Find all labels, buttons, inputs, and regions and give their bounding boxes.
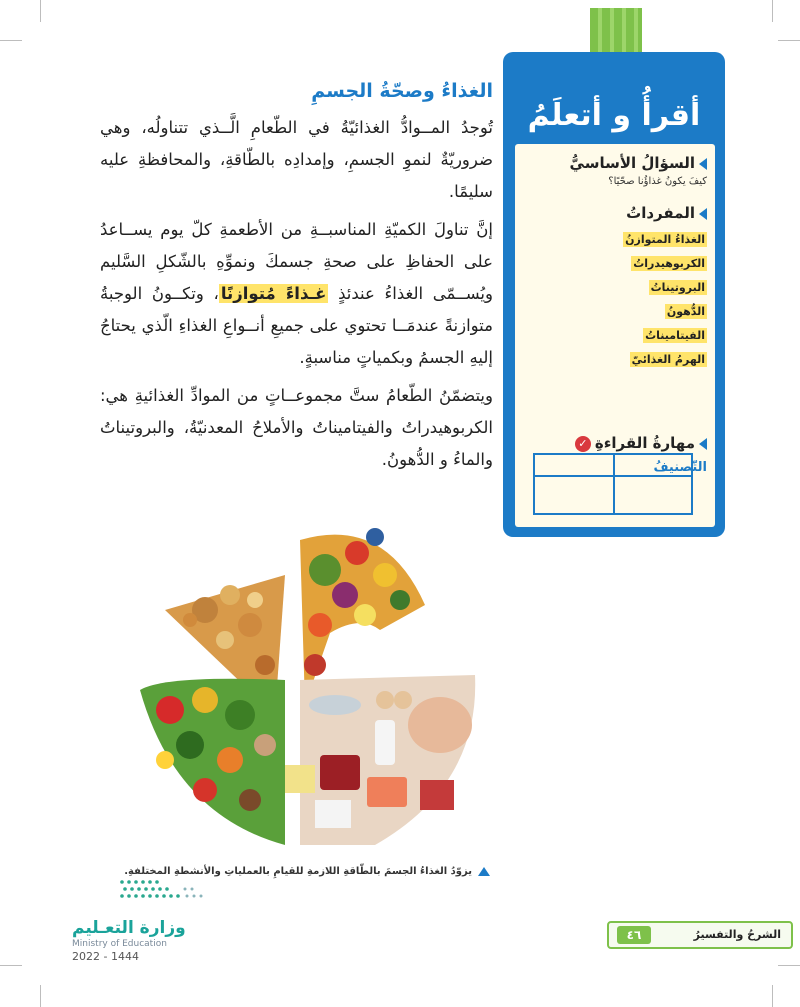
paragraph: تُوجدُ المــوادُّ الغذائيّةُ في الطّعامِ الَّــذي تتناولُه، وهي ضروريّةٌ لنموِ الجسمِ، وإمدادِه بالطّاقةِ، والمحافظةِ عليه سليمًا. (100, 118, 493, 201)
crop-mark (40, 985, 41, 1007)
vocabulary-title: المفرداتُ (626, 204, 695, 222)
essential-question-title: السؤالُ الأساسيُّ (569, 154, 695, 172)
reading-skill-name: التّصنيفُ (653, 460, 707, 475)
triangle-bullet-icon (699, 208, 707, 220)
paragraph: إنَّ تناولَ الكميّةِ المناسبــةِ من الأطعمةِ كلّ يوم يســاعدُ على الحفاظِ على صحةِ جسمكَ ونموِّهِ بالشّكلِ السَّليم ويُســمّى الغذاءُ عندئذٍ غـذاءً مُتوازنًا، وتكــونُ الوجبةُ متوازنةً عندمَــا تحتوي على جميعِ أنــواعِ الغذاءِ الّذي يحتاجُ إليهِ الجسمُ وبكمياتٍ مناسبةٍ. (100, 220, 493, 367)
panel-title: أقرأُ و أتعلَمُ (527, 98, 701, 133)
ministry-logo (72, 918, 192, 963)
caption-triangle-icon (478, 867, 490, 876)
decorative-dots (117, 878, 207, 902)
crop-mark (772, 0, 773, 22)
ministry-name-arabic: وزارة التعـليم (72, 918, 186, 938)
crop-mark (772, 985, 773, 1007)
vocabulary-item: الكربوهيدراتُ (633, 257, 705, 270)
essential-question-text: كيفَ يكونُ غذاؤُنا صحّيًا؟ (608, 176, 707, 187)
vocabulary-section (523, 204, 707, 372)
vocabulary-item: الدُّهونُ (666, 305, 705, 318)
classification-table (533, 453, 693, 515)
section-label: الشرحُ والتفسيرُ (693, 928, 781, 941)
food-groups-illustration (135, 515, 480, 855)
read-and-learn-panel (503, 52, 725, 537)
crop-mark (40, 0, 41, 22)
article (100, 80, 493, 482)
essential-question-section (523, 154, 707, 187)
vocabulary-list (523, 228, 707, 367)
reading-skill-title: مهارةُ القراءةِ (594, 434, 695, 452)
page-number: ٤٦ (617, 926, 651, 944)
check-icon: ✓ (575, 436, 591, 452)
lesson-heading: الغذاءُ وصحّةُ الجسمِ (311, 80, 493, 102)
crop-mark (0, 40, 22, 41)
crop-mark (0, 965, 22, 966)
crop-mark (778, 40, 800, 41)
vocabulary-item: الهرمُ الغذائيّ (631, 353, 705, 366)
vocabulary-item: الغذاءُ المتوازنُ (625, 233, 705, 246)
edition-year: 2022 - 1444 (72, 950, 139, 963)
section-footer (607, 921, 793, 949)
triangle-bullet-icon (699, 158, 707, 170)
triangle-bullet-icon (699, 438, 707, 450)
figure-caption: يزوّدُ الغذاءُ الجسمَ بالطّاقةِ اللازمةِ للقيامِ بالعملياتِ والأنشطةِ المختلفةِ. (110, 866, 490, 877)
highlighted-term: غـذاءً مُتوازنًا (220, 284, 327, 303)
vocabulary-item: البروتيناتُ (650, 281, 705, 294)
paragraph: ويتضمّنُ الطّعامُ ستَّ مجموعــاتٍ من الموادِّ الغذائيةِ هي: الكربوهيدراتُ والفيتاميناتُ والأملاحُ المعدنيّةُ، والبروتيناتُ والماءُ و الدُّهونُ. (100, 386, 493, 469)
vocabulary-item: الفيتاميناتُ (645, 329, 705, 342)
crop-mark (778, 965, 800, 966)
ministry-name-english: Ministry of Education (72, 939, 167, 949)
